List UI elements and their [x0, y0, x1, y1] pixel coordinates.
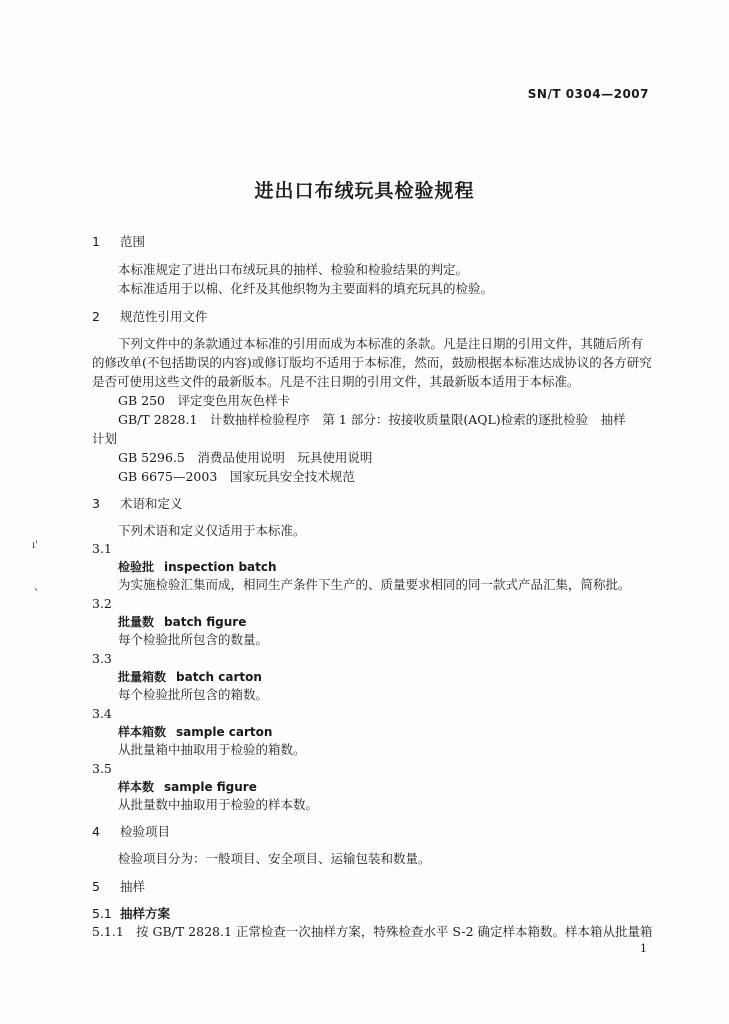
scan-mark: ı' [32, 540, 38, 551]
section-title: 检验项目 [120, 824, 171, 839]
reference-item: GB 5296.5 消费品使用说明 玩具使用说明 [118, 450, 373, 465]
clause-text: 按 GB/T 2828.1 正常检查一次抽样方案，特殊检查水平 S-2 确定样本箱数。样本箱从批量箱 [136, 924, 653, 939]
term-definition: 从批量箱中抽取用于检验的箱数。 [118, 742, 306, 757]
subsection-title: 抽样方案 [120, 906, 171, 921]
term-en: batch carton [176, 670, 262, 684]
section-title: 范围 [120, 234, 146, 249]
term-entry [118, 669, 262, 685]
paragraph: 检验项目分为：一般项目、安全项目、运输包装和数量。 [118, 851, 431, 866]
term-number: 3.1 [92, 541, 112, 556]
term-cn: 检验批 [118, 560, 155, 574]
term-en: sample figure [164, 780, 257, 794]
section-number: 1 [92, 234, 100, 249]
document-title: 进出口布绒玩具检验规程 [254, 180, 475, 202]
term-cn: 样本箱数 [118, 725, 167, 739]
section-title: 术语和定义 [120, 496, 183, 511]
reference-item: GB 250 评定变色用灰色样卡 [118, 393, 291, 408]
term-definition: 为实施检验汇集而成，相同生产条件下生产的、质量要求相同的同一款式产品汇集，简称批。 [118, 577, 631, 592]
term-number: 3.5 [92, 761, 112, 776]
section-title: 规范性引用文件 [120, 309, 208, 324]
section-2-heading [92, 309, 208, 325]
term-cn: 批量箱数 [118, 670, 167, 684]
section-title: 抽样 [120, 879, 146, 894]
reference-item: GB 6675—2003 国家玩具安全技术规范 [118, 469, 355, 484]
term-cn: 批量数 [118, 615, 155, 629]
paragraph-line: 的修改单(不包括勘误的内容)或修订版均不适用于本标准，然而，鼓励根据本标准达成协议的各方研究 [92, 355, 652, 370]
scan-mark: 、 [34, 582, 44, 593]
term-en: inspection batch [164, 560, 277, 574]
term-entry [118, 724, 272, 740]
term-en: sample carton [176, 725, 273, 739]
standard-code: SN/T 0304—2007 [527, 87, 649, 101]
term-entry [118, 614, 246, 630]
reference-item-continuation: 计划 [92, 431, 118, 446]
paragraph: 本标准规定了进出口布绒玩具的抽样、检验和检验结果的判定。 [118, 262, 469, 277]
reference-item: GB/T 2828.1 计数抽样检验程序 第 1 部分：按接收质量限(AQL)检索的逐批检验 抽样 [118, 412, 626, 427]
term-entry [118, 779, 257, 795]
term-number: 3.2 [92, 596, 112, 611]
paragraph-line: 下列文件中的条款通过本标准的引用而成为本标准的条款。凡是注日期的引用文件，其随后所有 [118, 336, 644, 351]
subsection-heading [92, 906, 170, 922]
term-en: batch figure [164, 615, 247, 629]
subsection-number: 5.1 [92, 906, 112, 921]
section-number: 5 [92, 879, 100, 894]
paragraph: 本标准适用于以棉、化纤及其他织物为主要面料的填充玩具的检验。 [118, 281, 494, 296]
section-1-heading [92, 234, 145, 250]
term-number: 3.4 [92, 706, 112, 721]
section-number: 2 [92, 309, 100, 324]
section-3-heading [92, 496, 183, 512]
clause-number: 5.1.1 [92, 924, 124, 939]
section-5-heading [92, 879, 145, 895]
paragraph-line: 是否可使用这些文件的最新版本。凡是不注日期的引用文件，其最新版本适用于本标准。 [92, 374, 580, 389]
term-cn: 样本数 [118, 780, 155, 794]
section-number: 3 [92, 496, 100, 511]
section-4-heading [92, 824, 170, 840]
term-definition: 每个检验批所包含的箱数。 [118, 687, 269, 702]
clause-item [92, 924, 653, 940]
page-number: 1 [640, 942, 647, 955]
term-definition: 每个检验批所包含的数量。 [118, 632, 269, 647]
term-definition: 从批量数中抽取用于检验的样本数。 [118, 797, 319, 812]
paragraph: 下列术语和定义仅适用于本标准。 [118, 523, 306, 538]
section-number: 4 [92, 824, 100, 839]
term-number: 3.3 [92, 651, 112, 666]
term-entry [118, 559, 277, 575]
